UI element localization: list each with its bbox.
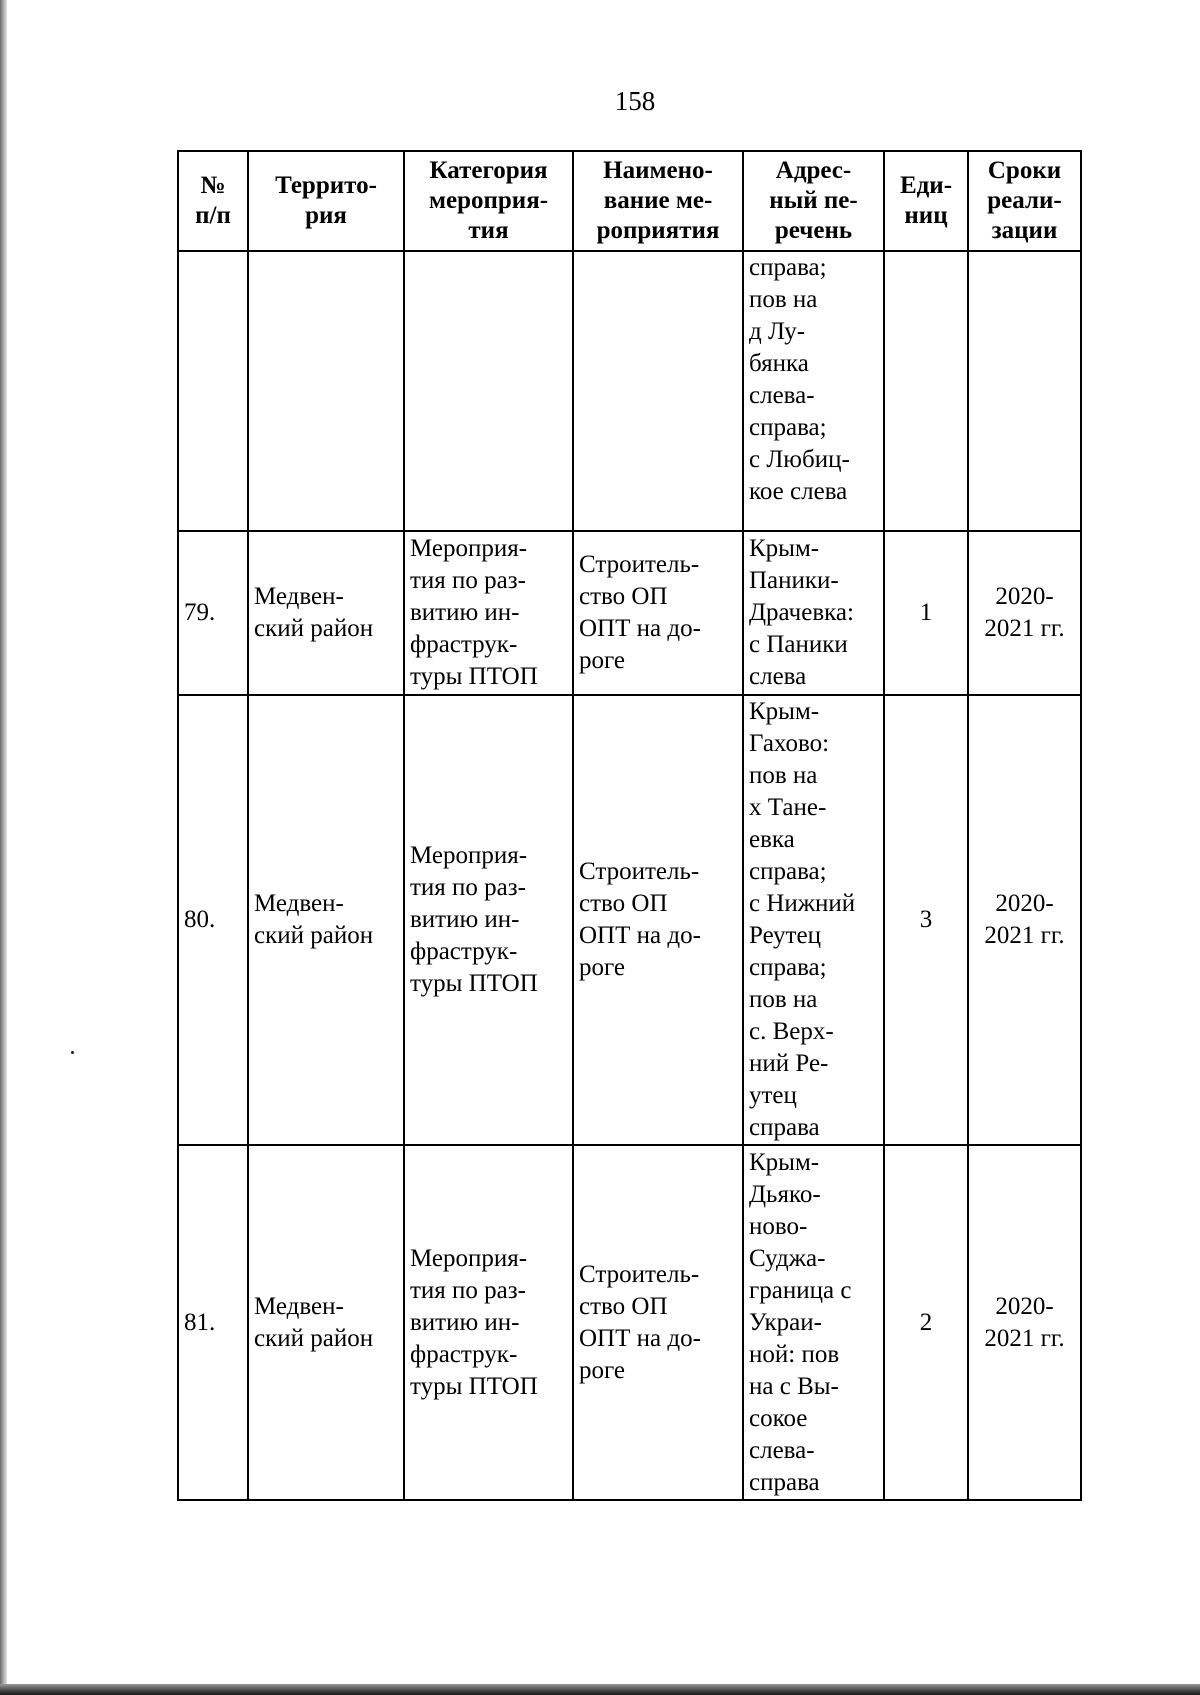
header-category: Категория мероприя- тия [404,151,573,251]
cell-number: 80. [178,695,248,1145]
table-row [178,695,1081,1145]
scan-edge-bottom [0,1684,1200,1695]
cell-address: Крым- Гахово: пов на х Тане- евка справа; с Нижний Реутец справа; пов на с. Верх- ний Ре- утец справа [743,695,884,1145]
cell-category: Мероприя- тия по раз- витию ин- фраструк- туры ПТОП [404,695,573,1145]
cell-territory: Медвен- ский район [248,695,404,1145]
cell-period: 2020- 2021 гг. [968,531,1081,695]
page-number: 158 [614,86,656,116]
cell-territory: Медвен- ский район [248,531,404,695]
header-territory: Террито- рия [248,151,404,251]
table-row [178,531,1081,695]
cell-territory [248,251,404,531]
cell-name: Строитель- ство ОП ОПТ на до- роге [573,695,743,1145]
cell-period: 2020- 2021 гг. [968,1145,1081,1500]
measures-table [177,150,1082,1501]
cell-period: 2020- 2021 гг. [968,695,1081,1145]
cell-name: Строитель- ство ОП ОПТ на до- роге [573,531,743,695]
header-number: № п/п [178,151,248,251]
cell-number: 79. [178,531,248,695]
cell-name: Строитель- ство ОП ОПТ на до- роге [573,1145,743,1500]
cell-category: Мероприя- тия по раз- витию ин- фраструк- туры ПТОП [404,531,573,695]
header-name: Наимено- вание ме- роприятия [573,151,743,251]
cell-category: Мероприя- тия по раз- витию ин- фраструк- туры ПТОП [404,1145,573,1500]
scan-edge-left [0,0,7,1695]
cell-address: Крым- Паники- Драчевка: с Паники слева [743,531,884,695]
scan-speck [71,1051,74,1054]
cell-address: справа; пов на д Лу- бянка слева- справа; с Любиц- кое слева [743,251,884,531]
cell-period [968,251,1081,531]
cell-units: 3 [884,695,968,1145]
header-address: Адрес- ный пе- речень [743,151,884,251]
cell-number: 81. [178,1145,248,1500]
header-period: Сроки реали- зации [968,151,1081,251]
table-header-row [178,151,1081,251]
cell-territory: Медвен- ский район [248,1145,404,1500]
cell-units [884,251,968,531]
cell-name [573,251,743,531]
cell-units: 2 [884,1145,968,1500]
cell-address: Крым- Дьяко- ново- Суджа- граница с Украи- ной: пов на с Вы- сокое слева- справа [743,1145,884,1500]
header-units: Еди- ниц [884,151,968,251]
cell-category [404,251,573,531]
cell-units: 1 [884,531,968,695]
table-row [178,1145,1081,1500]
cell-number [178,251,248,531]
table-row-continuation [178,251,1081,531]
